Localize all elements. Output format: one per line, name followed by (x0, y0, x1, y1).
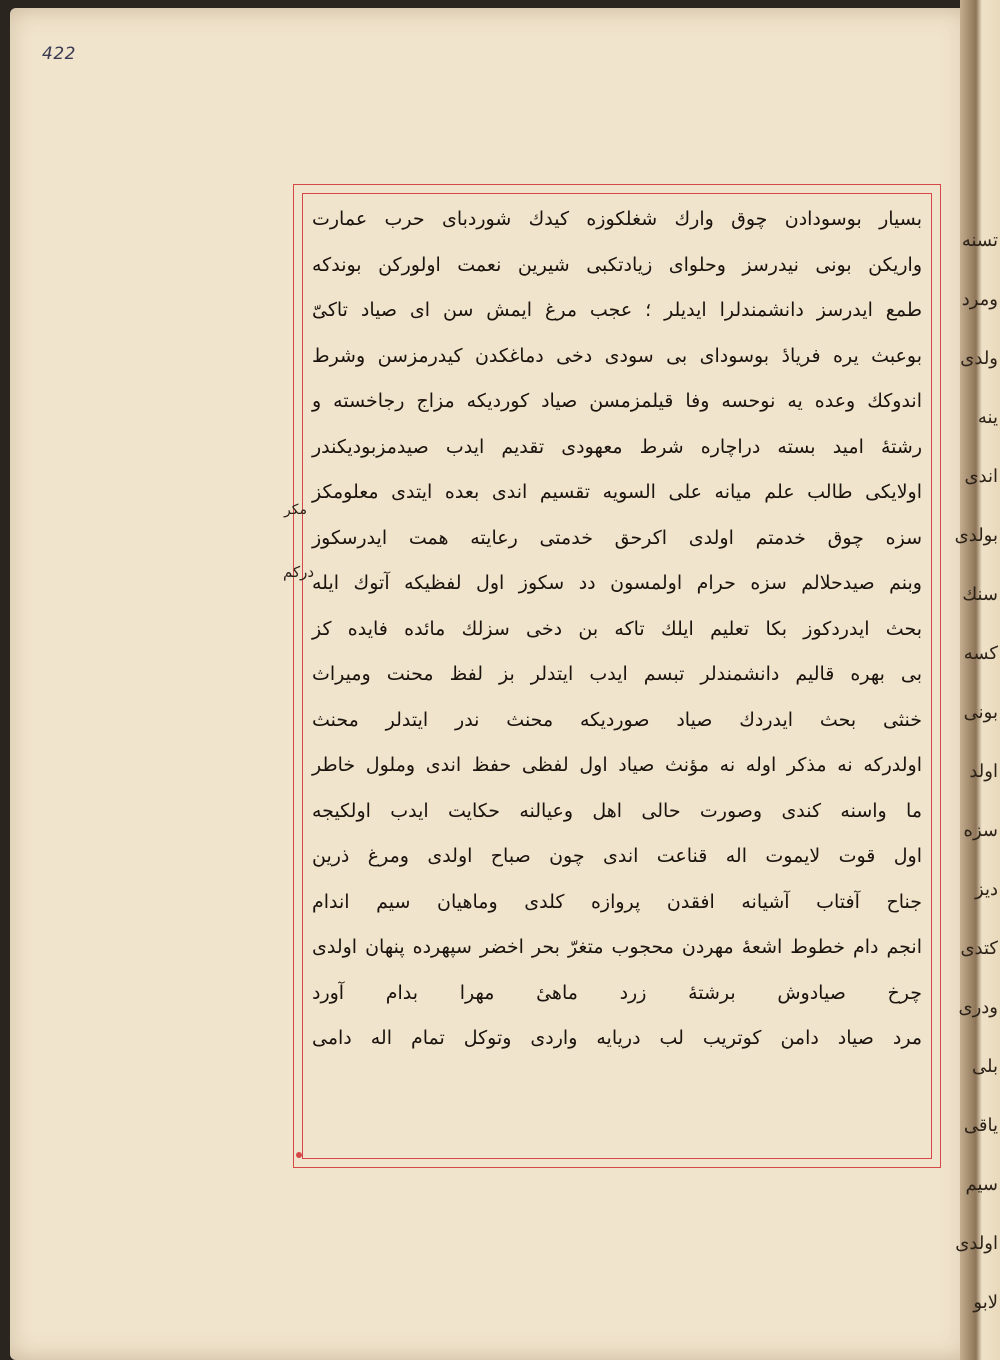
text-line: وبنم صیدحلالم سزه حرام اولمسون دد سكوز اول لفظیكه آتوك ایله (312, 572, 922, 594)
text-line: بحث ایدردكوز بكا تعلیم ایلك تاكه بن دخی سزلك مائده فایده كز (312, 617, 922, 640)
next-page-fragment: اندی (964, 466, 998, 487)
next-page-fragment: سیم (965, 1174, 998, 1195)
text-line: سزه چوق خدمتم اولدی اكرحق خدمتی رعایته همت ایدرسكوز (312, 526, 922, 549)
next-page-fragment: بونی (963, 702, 998, 723)
next-page-fragment: ولدی (960, 348, 998, 369)
margin-note-correction: دركم (283, 563, 315, 581)
text-line: بی بهره قالیم دانشمندلر تبسم ایدب ایتدلر بز لفظ محنت ومیراث (312, 663, 922, 685)
next-page-fragment: بولدی (954, 525, 998, 546)
text-line: مرد صیاد دامن كوتریب لب دریایه واردی وتوكل تمام اله دامی (312, 1027, 922, 1049)
next-page-fragment: سنك (962, 584, 998, 605)
text-line: انجم دام خطوط اشعهٔ مهردن محجوب متغرّ بحر اخضر سپهرده پنهان اولدی (312, 936, 922, 958)
text-line: اولایكی طالب علم میانه على السویه تقسیم اندی بعده ایتدی معلومكز (312, 481, 922, 503)
text-line: اولدركه نه مذكر اوله نه مؤنث صیاد اول لفظی حفظ اندی وملول خاطر (312, 754, 922, 776)
text-line: اندوكك وعده یه نوحسه وفا قیلمزمسن صیاد كوردیكه مزاج رجاخسته و (312, 390, 922, 412)
text-line: جناح آفتاب آشیانه افقدن پروازه كلدی وماهیان سیم اندام (312, 890, 922, 913)
next-page-fragment: ودری (958, 997, 998, 1018)
text-line: خنثی بحث ایدردك صیاد صوردیكه محنث ندر ایتدلر محنث (312, 708, 922, 731)
next-page-fragment: دیز (975, 879, 998, 900)
text-line: چرخ صیادوش برشتهٔ زرد ماهیٔ مهرا بدام آورد (312, 981, 922, 1004)
red-frame-mark (296, 1152, 302, 1158)
text-line: رشتهٔ امید بسته دراچاره شرط معهودی تقدیم ایدب صیدمزبودیكندر (312, 435, 922, 458)
next-page-fragment: تسنه (961, 230, 998, 251)
text-line: اول قوت لایموت اله قناعت اندی چون صباح اولدی ومرغ ذرین (312, 845, 922, 867)
next-page-fragment: اولدی (955, 1233, 998, 1254)
text-line: بسیار بوسودادن چوق وارك شغلكوزه كیدك شوردبای حرب عمارت (312, 208, 922, 230)
text-line: بوعبث یره فریادٔ بوسودای بی سودی دخی دماغكدن كیدرمزسن وشرط (312, 344, 922, 367)
main-text-block (312, 197, 922, 1153)
text-line: طمع ایدرسز دانشمندلرا ایدیلر ؛ عجب مرغ ایمش سن ای صیاد تاكیّ (312, 299, 922, 321)
text-line: واریكن بونی نیدرسز وحلوای زیادتكبی شیرین نعمت اولوركن بوندكه (312, 253, 922, 276)
next-page-edge-text (954, 230, 998, 1313)
next-page-fragment: كسه (963, 643, 998, 664)
next-page-fragment: سزه (963, 820, 998, 841)
next-page-fragment: ینه (977, 407, 998, 428)
next-page-fragment: بلی (972, 1056, 998, 1077)
next-page-fragment: لابو (973, 1292, 998, 1313)
next-page-fragment: یاقی (963, 1115, 998, 1136)
margin-note-correction: مكر (284, 502, 307, 518)
text-line: ما واسنه كندی وصورت حالی اهل وعیالنه حكایت ایدب اولكیجه (312, 799, 922, 822)
page-number: 422 (42, 44, 76, 64)
next-page-fragment: ومرد (961, 289, 998, 310)
next-page-fragment: كتدی (960, 938, 998, 959)
next-page-fragment: اولد (969, 761, 998, 782)
